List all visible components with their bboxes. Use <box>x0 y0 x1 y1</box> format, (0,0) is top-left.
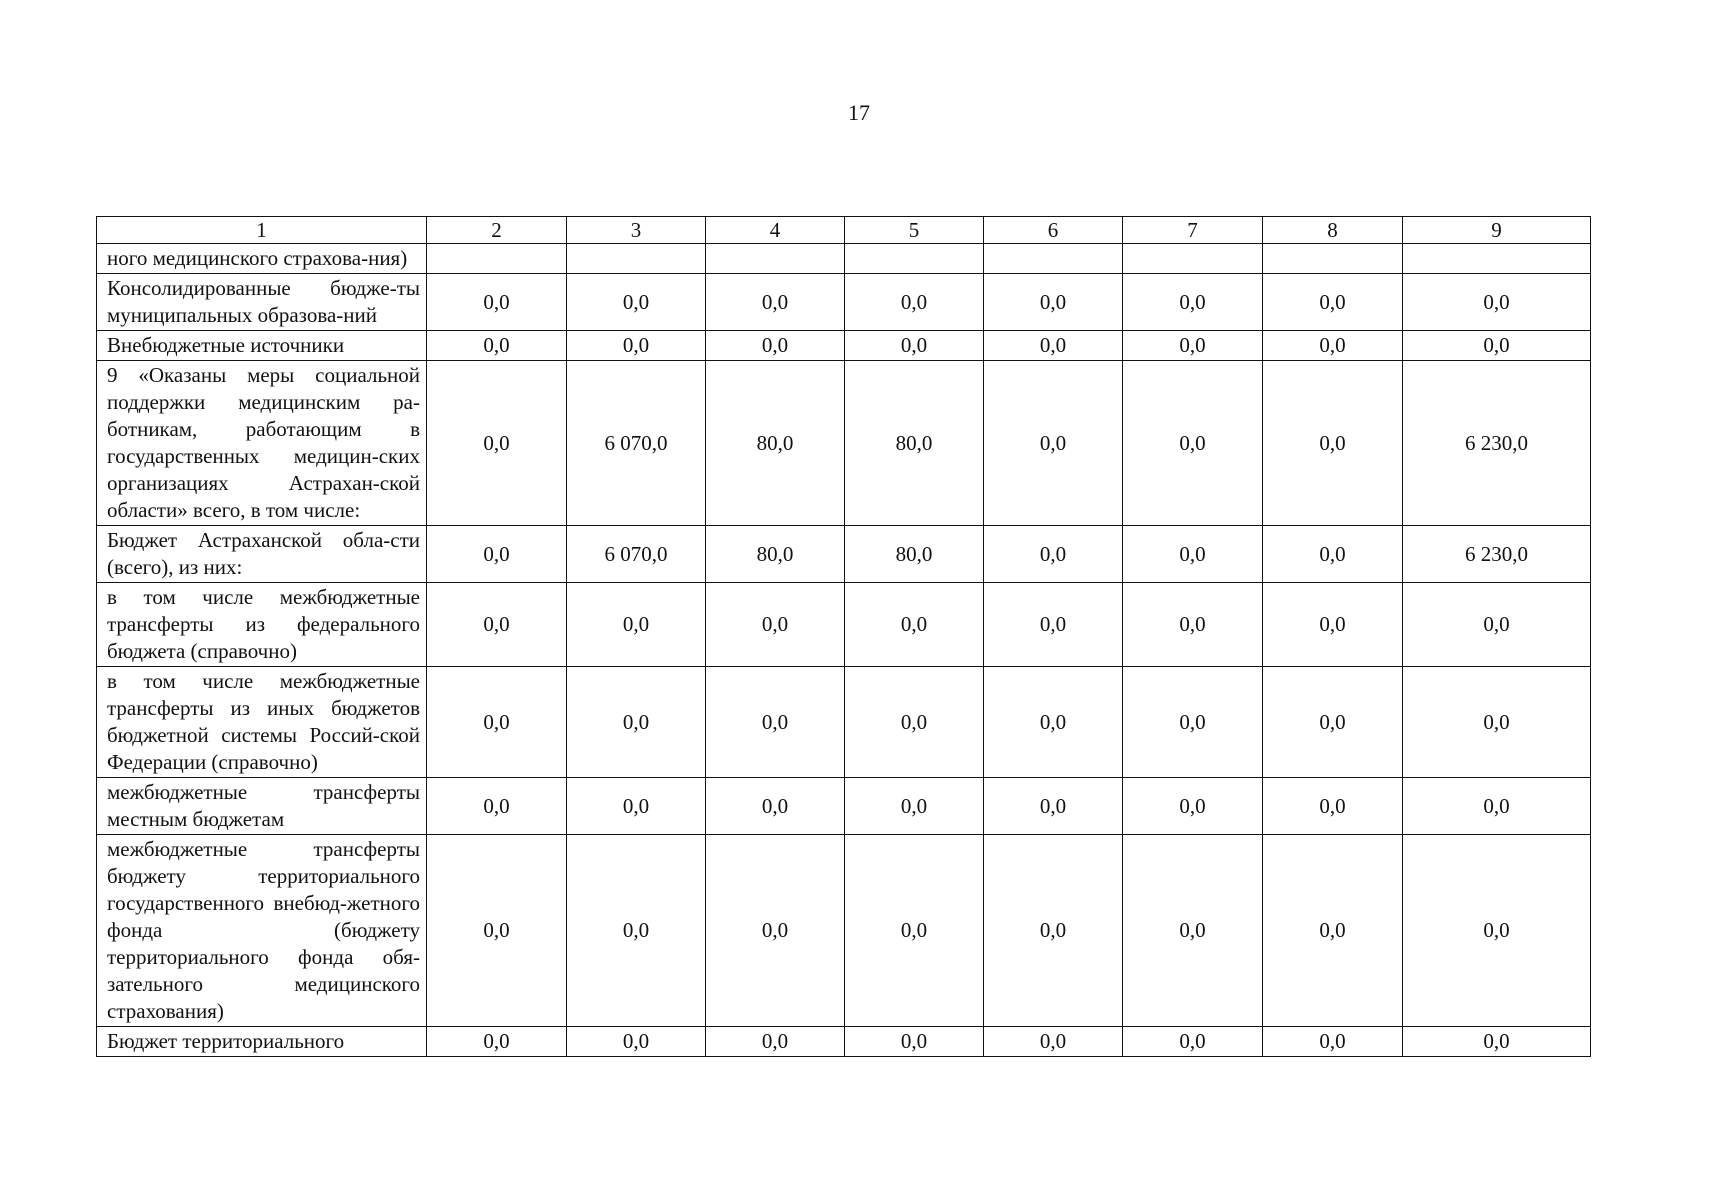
table-row <box>97 1027 1591 1057</box>
column-header: 6 <box>984 217 1123 244</box>
column-header: 7 <box>1123 217 1263 244</box>
page-number: 17 <box>848 100 870 125</box>
table-cell: 0,0 <box>845 667 984 778</box>
row-label: Бюджет Астраханской обла-сти (всего), из них: <box>97 526 427 583</box>
table-cell <box>984 244 1123 274</box>
table-cell <box>1123 244 1263 274</box>
table-cell: 0,0 <box>1403 667 1591 778</box>
table-cell: 0,0 <box>845 583 984 667</box>
column-header: 8 <box>1263 217 1403 244</box>
table-cell <box>567 244 706 274</box>
table-cell: 0,0 <box>1403 1027 1591 1057</box>
table-cell: 6 230,0 <box>1403 526 1591 583</box>
row-label: в том числе межбюджетные трансферты из федерального бюджета (справочно) <box>97 583 427 667</box>
table-cell: 6 070,0 <box>567 361 706 526</box>
table-cell: 0,0 <box>845 1027 984 1057</box>
row-label: в том числе межбюджетные трансферты из иных бюджетов бюджетной системы Россий-ской Федерации (справочно) <box>97 667 427 778</box>
table-cell: 0,0 <box>1123 331 1263 361</box>
table-cell: 0,0 <box>1263 1027 1403 1057</box>
table-cell: 0,0 <box>1123 361 1263 526</box>
column-header: 2 <box>427 217 567 244</box>
table-cell: 0,0 <box>1263 835 1403 1027</box>
table-cell: 80,0 <box>706 526 845 583</box>
table-cell: 0,0 <box>1263 361 1403 526</box>
table-cell: 0,0 <box>984 331 1123 361</box>
table-row <box>97 778 1591 835</box>
row-label: 9 «Оказаны меры социальной поддержки медицинским ра-ботникам, работающим в государственных медицин-ских организациях Астрахан-ской области» всего, в том числе: <box>97 361 427 526</box>
table-cell <box>845 244 984 274</box>
table-row <box>97 361 1591 526</box>
table-cell: 0,0 <box>567 1027 706 1057</box>
table-cell: 0,0 <box>706 778 845 835</box>
table-row <box>97 667 1591 778</box>
header-row <box>97 217 1591 244</box>
table-cell: 0,0 <box>1123 583 1263 667</box>
table-cell: 0,0 <box>1123 835 1263 1027</box>
table-cell: 0,0 <box>706 1027 845 1057</box>
table-cell: 0,0 <box>984 1027 1123 1057</box>
table-cell: 80,0 <box>706 361 845 526</box>
table-cell: 0,0 <box>706 583 845 667</box>
table-cell: 0,0 <box>984 835 1123 1027</box>
table-cell: 0,0 <box>984 526 1123 583</box>
table-cell: 0,0 <box>706 331 845 361</box>
row-label: межбюджетные трансферты местным бюджетам <box>97 778 427 835</box>
row-label: Бюджет территориального <box>97 1027 427 1057</box>
table-cell: 0,0 <box>427 667 567 778</box>
table-cell: 0,0 <box>567 331 706 361</box>
table-row <box>97 274 1591 331</box>
table-cell: 0,0 <box>1263 526 1403 583</box>
table-row <box>97 526 1591 583</box>
row-label: Консолидированные бюдже-ты муниципальных образова-ний <box>97 274 427 331</box>
column-header: 1 <box>97 217 427 244</box>
table-cell: 0,0 <box>984 361 1123 526</box>
table-cell: 0,0 <box>984 274 1123 331</box>
table-cell: 0,0 <box>427 1027 567 1057</box>
column-header: 9 <box>1403 217 1591 244</box>
table-cell: 0,0 <box>706 274 845 331</box>
table-cell: 0,0 <box>845 274 984 331</box>
table-row <box>97 583 1591 667</box>
table-cell: 0,0 <box>1123 778 1263 835</box>
table-cell: 0,0 <box>1263 331 1403 361</box>
budget-table <box>96 216 1591 1057</box>
table-cell: 0,0 <box>1403 778 1591 835</box>
table-cell: 0,0 <box>567 274 706 331</box>
row-label: ного медицинского страхова-ния) <box>97 244 427 274</box>
table-cell: 0,0 <box>567 835 706 1027</box>
table-cell: 80,0 <box>845 526 984 583</box>
table-cell: 0,0 <box>1403 835 1591 1027</box>
table-cell <box>1403 244 1591 274</box>
table-cell: 0,0 <box>984 778 1123 835</box>
table-cell: 0,0 <box>845 331 984 361</box>
table-cell: 0,0 <box>427 361 567 526</box>
table-cell: 80,0 <box>845 361 984 526</box>
table-cell: 0,0 <box>427 331 567 361</box>
table-cell: 6 070,0 <box>567 526 706 583</box>
table-row <box>97 244 1591 274</box>
table-cell: 0,0 <box>567 583 706 667</box>
column-header: 5 <box>845 217 984 244</box>
table-cell: 0,0 <box>1123 1027 1263 1057</box>
table-cell: 0,0 <box>984 667 1123 778</box>
table-cell: 0,0 <box>1403 583 1591 667</box>
row-label: межбюджетные трансферты бюджету территориального государственного внебюд-жетного фонда (бюджету территориального фонда обя-зательного медицинского страхования) <box>97 835 427 1027</box>
row-label: Внебюджетные источники <box>97 331 427 361</box>
table-cell: 0,0 <box>1263 274 1403 331</box>
table-cell <box>427 244 567 274</box>
table-cell <box>706 244 845 274</box>
table-row <box>97 331 1591 361</box>
table-cell: 0,0 <box>567 667 706 778</box>
table-cell: 0,0 <box>427 274 567 331</box>
table-cell: 0,0 <box>1263 667 1403 778</box>
table-cell: 0,0 <box>427 583 567 667</box>
column-header: 4 <box>706 217 845 244</box>
table-row <box>97 835 1591 1027</box>
table-cell: 0,0 <box>427 526 567 583</box>
table-cell: 0,0 <box>1403 274 1591 331</box>
table-cell: 0,0 <box>706 835 845 1027</box>
table-cell: 0,0 <box>706 667 845 778</box>
column-header: 3 <box>567 217 706 244</box>
table-cell: 0,0 <box>1123 274 1263 331</box>
table-cell: 0,0 <box>427 778 567 835</box>
table-cell: 6 230,0 <box>1403 361 1591 526</box>
table-cell: 0,0 <box>1403 331 1591 361</box>
table-cell <box>1263 244 1403 274</box>
table-cell: 0,0 <box>845 778 984 835</box>
table-cell: 0,0 <box>1263 778 1403 835</box>
table-cell: 0,0 <box>1123 526 1263 583</box>
table-cell: 0,0 <box>1123 667 1263 778</box>
table-cell: 0,0 <box>567 778 706 835</box>
table-cell: 0,0 <box>427 835 567 1027</box>
table-cell: 0,0 <box>984 583 1123 667</box>
table-cell: 0,0 <box>845 835 984 1027</box>
table-cell: 0,0 <box>1263 583 1403 667</box>
